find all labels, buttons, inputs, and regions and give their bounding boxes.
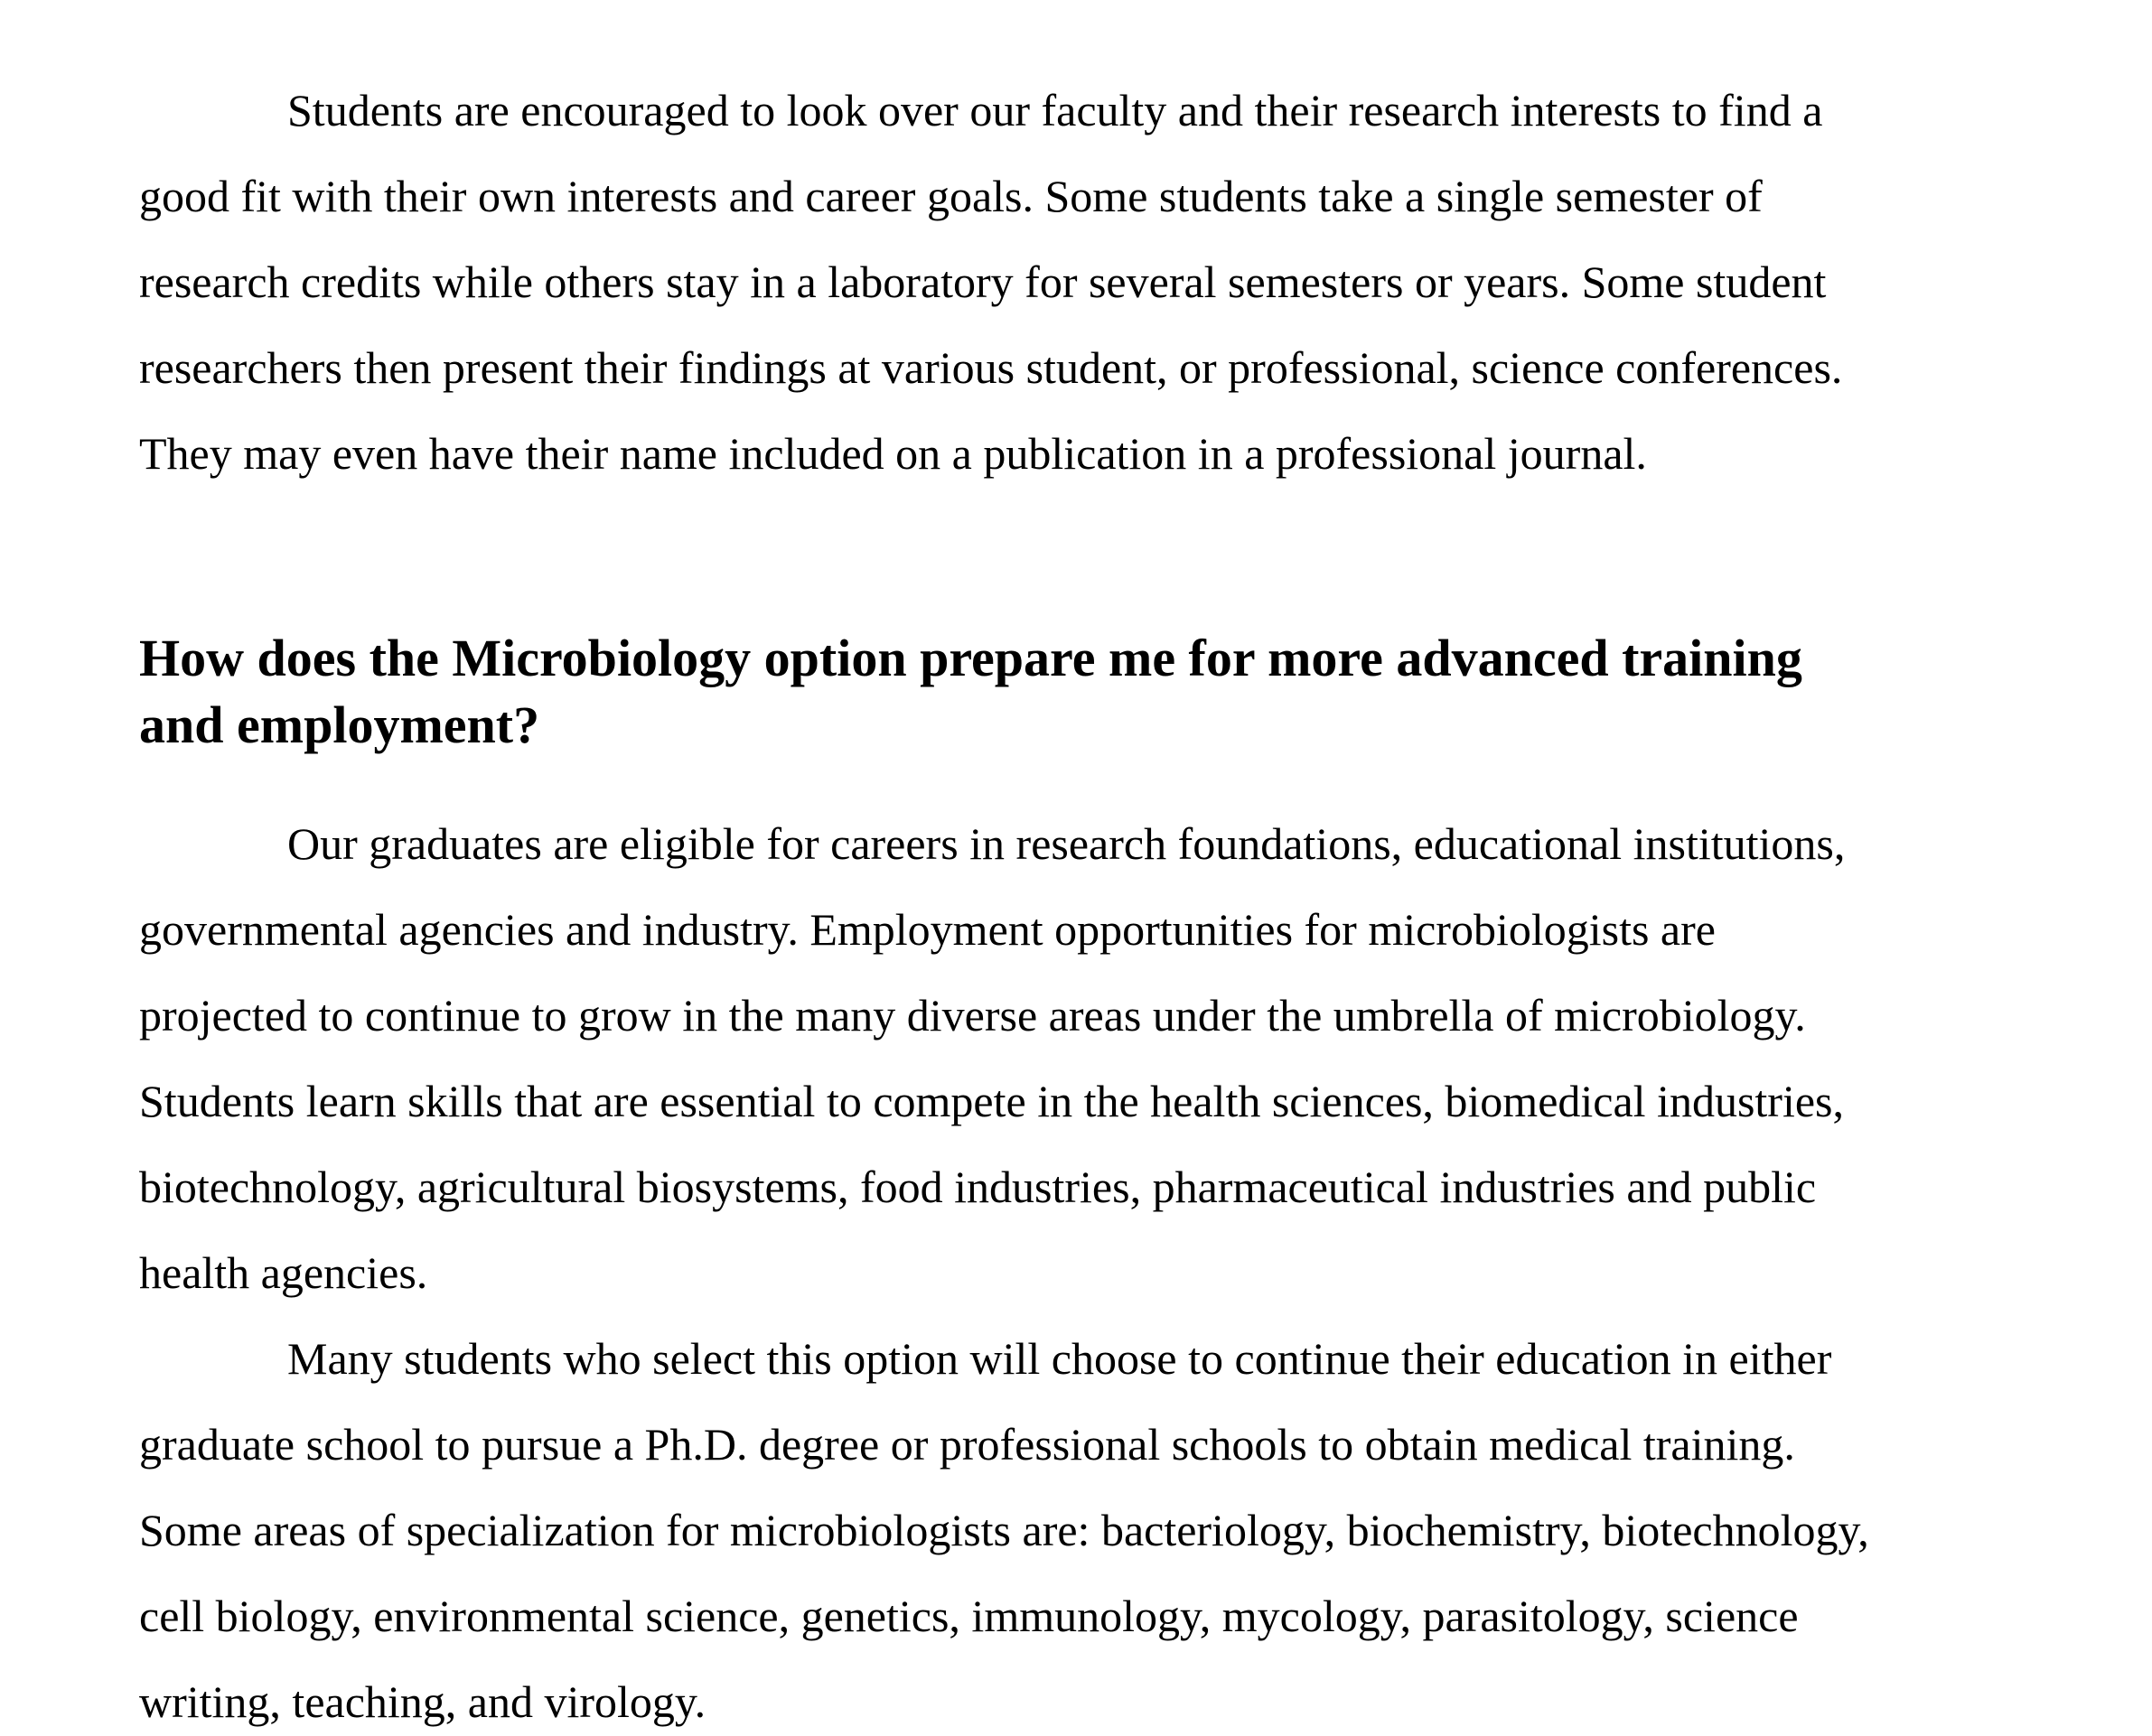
paragraph-line: biotechnology, agricultural biosystems, food industries, pharmaceutical industries and public (139, 1162, 1817, 1212)
paragraph-line: governmental agencies and industry. Employment opportunities for microbiologists are (139, 904, 1716, 955)
paragraph-line: cell biology, environmental science, genetics, immunology, mycology, parasitology, science (139, 1591, 1799, 1641)
paragraph-line: good fit with their own interests and career goals. Some students take a single semester of (139, 171, 1763, 221)
paragraph-line: research credits while others stay in a laboratory for several semesters or years. Some student (139, 257, 1827, 307)
heading-line: and employment? (139, 695, 540, 754)
heading-line: How does the Microbiology option prepare me for more advanced training (139, 629, 1802, 687)
paragraph-line: researchers then present their findings at various student, or professional, science conferences. (139, 342, 1843, 393)
paragraph-line: Students are encouraged to look over our faculty and their research interests to find a (287, 85, 1823, 135)
paragraph-line: Students learn skills that are essential to compete in the health sciences, biomedical industries, (139, 1076, 1844, 1126)
paragraph-line: health agencies. (139, 1247, 428, 1298)
paragraph-line: Many students who select this option will choose to continue their education in either (287, 1333, 1832, 1384)
paragraph-line: They may even have their name included on a publication in a professional journal. (139, 428, 1647, 479)
paragraph-line: graduate school to pursue a Ph.D. degree or professional schools to obtain medical training. (139, 1419, 1795, 1470)
paragraph-line: writing, teaching, and virology. (139, 1676, 706, 1727)
paragraph-line: projected to continue to grow in the many diverse areas under the umbrella of microbiology. (139, 990, 1806, 1041)
paragraph-line: Some areas of specialization for microbiologists are: bacteriology, biochemistry, biotechnology, (139, 1505, 1869, 1555)
paragraph-line: Our graduates are eligible for careers in research foundations, educational institutions, (287, 818, 1846, 869)
